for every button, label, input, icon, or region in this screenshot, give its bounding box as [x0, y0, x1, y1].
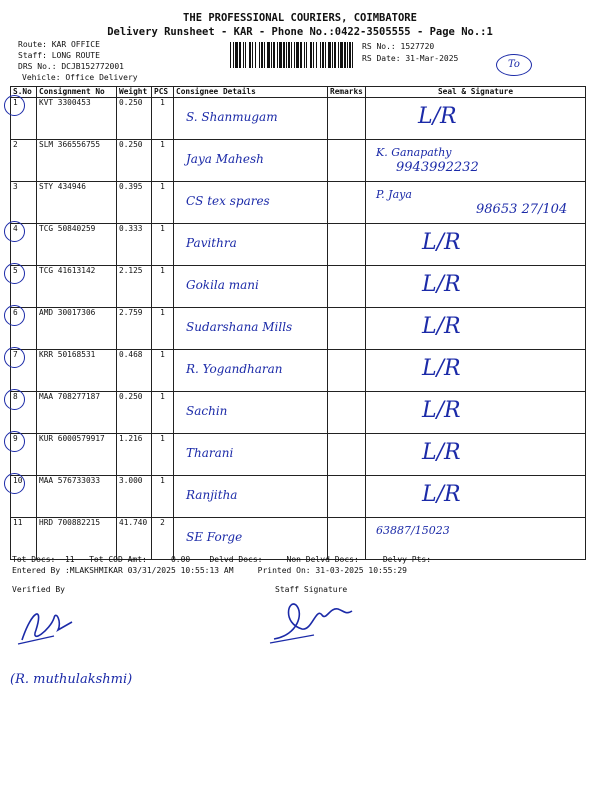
- cell-consignment-no: KVT 3300453: [37, 98, 117, 140]
- cell-consignment-no: KRR 50168531: [37, 350, 117, 392]
- cell-pcs: 1: [152, 182, 174, 224]
- cell-remarks: [328, 308, 366, 350]
- col-header-weight: Weight: [117, 87, 152, 98]
- cell-consignee: [174, 518, 328, 560]
- cell-seal-signature: [366, 350, 586, 392]
- table-row: [11, 434, 586, 476]
- table-row: [11, 350, 586, 392]
- cell-weight: 0.250: [117, 392, 152, 434]
- cell-seal-signature: [366, 182, 586, 224]
- col-header-consignment: Consignment No: [37, 87, 117, 98]
- cell-pcs: 1: [152, 434, 174, 476]
- cell-sno: 6: [11, 308, 37, 350]
- runsheet-subtitle: Delivery Runsheet - KAR - Phone No.:0422-3505555 - Page No.:1: [107, 26, 493, 38]
- totals-line: Tot Docs: 11 Tot COD Amt: 0.00 Delvd Docs: Non Delvd Docs: Delvy Pts:: [12, 555, 432, 564]
- cell-remarks: [328, 434, 366, 476]
- verifier-name: (R. muthulakshmi): [10, 672, 133, 687]
- table-row: [11, 308, 586, 350]
- cell-consignment-no: KUR 6000579917: [37, 434, 117, 476]
- cell-sno: 7: [11, 350, 37, 392]
- cell-weight: 0.468: [117, 350, 152, 392]
- cell-remarks: [328, 392, 366, 434]
- cell-consignment-no: TCG 41613142: [37, 266, 117, 308]
- cell-remarks: [328, 140, 366, 182]
- col-header-remarks: Remarks: [328, 87, 366, 98]
- cell-consignment-no: TCG 50840259: [37, 224, 117, 266]
- cell-consignee: [174, 266, 328, 308]
- serial-circle-mark: [4, 305, 25, 326]
- signature-handwriting: P. Jaya: [376, 188, 412, 201]
- entered-by-line: Entered By :MLAKSHMIKAR 03/31/2025 10:55:13 AM Printed On: 31-03-2025 10:55:29: [12, 566, 407, 575]
- col-header-sno: S.No: [11, 87, 37, 98]
- cell-pcs: 1: [152, 224, 174, 266]
- table-row: [11, 266, 586, 308]
- table-row: [11, 182, 586, 224]
- cell-sno: 1: [11, 98, 37, 140]
- cell-sno: 8: [11, 392, 37, 434]
- cell-weight: 0.333: [117, 224, 152, 266]
- cell-seal-signature: [366, 476, 586, 518]
- cell-weight: 41.740: [117, 518, 152, 560]
- table-row: [11, 392, 586, 434]
- col-header-signature: Seal & Signature: [366, 87, 586, 98]
- consignee-handwriting: Gokila mani: [186, 278, 259, 292]
- consignee-handwriting: Sudarshana Mills: [186, 320, 293, 334]
- cell-remarks: [328, 266, 366, 308]
- cell-seal-signature: [366, 140, 586, 182]
- cell-sno: 2: [11, 140, 37, 182]
- cell-sno: 10: [11, 476, 37, 518]
- cell-remarks: [328, 518, 366, 560]
- signature-phone-note: 9943992232: [396, 160, 479, 175]
- cell-pcs: 1: [152, 98, 174, 140]
- cell-remarks: [328, 98, 366, 140]
- cell-consignee: [174, 182, 328, 224]
- serial-circle-mark: [4, 95, 25, 116]
- serial-circle-mark: [4, 263, 25, 284]
- route-label: Route: KAR OFFICE: [18, 40, 100, 49]
- consignee-handwriting: S. Shanmugam: [186, 110, 278, 124]
- consignee-handwriting: Pavithra: [186, 236, 237, 250]
- cell-weight: 2.759: [117, 308, 152, 350]
- staff-signature-label: Staff Signature: [275, 585, 348, 594]
- cell-weight: 3.000: [117, 476, 152, 518]
- cell-seal-signature: [366, 266, 586, 308]
- signature-handwriting: L/R: [422, 230, 461, 255]
- serial-circle-mark: [4, 347, 25, 368]
- consignee-handwriting: R. Yogandharan: [186, 362, 283, 376]
- vehicle-label: Vehicle: Office Delivery: [22, 73, 138, 82]
- signature-phone-note: 98653 27/104: [476, 202, 568, 217]
- cell-weight: 0.395: [117, 182, 152, 224]
- drs-number: DRS No.: DCJB152772001: [18, 62, 124, 71]
- cell-consignment-no: SLM 366556755: [37, 140, 117, 182]
- consignee-handwriting: Tharani: [186, 446, 234, 460]
- signature-handwriting: L/R: [422, 482, 461, 507]
- table-row: [11, 140, 586, 182]
- serial-circle-mark: [4, 431, 25, 452]
- cell-pcs: 1: [152, 308, 174, 350]
- signature-handwriting: L/R: [422, 440, 461, 465]
- table-row: [11, 518, 586, 560]
- cell-weight: 1.216: [117, 434, 152, 476]
- verifier-signature-image: [14, 600, 84, 650]
- table-header-row: [11, 87, 586, 98]
- cell-seal-signature: [366, 518, 586, 560]
- cell-remarks: [328, 224, 366, 266]
- consignee-handwriting: Jaya Mahesh: [186, 152, 264, 166]
- col-header-pcs: PCS: [152, 87, 174, 98]
- cell-consignee: [174, 434, 328, 476]
- staff-label: Staff: LONG ROUTE: [18, 51, 100, 60]
- cell-consignment-no: HRD 700882215: [37, 518, 117, 560]
- cell-consignee: [174, 392, 328, 434]
- cell-seal-signature: [366, 392, 586, 434]
- cell-consignee: [174, 350, 328, 392]
- cell-seal-signature: [366, 98, 586, 140]
- cell-consignee: [174, 308, 328, 350]
- signature-handwriting: L/R: [422, 272, 461, 297]
- table-row: [11, 98, 586, 140]
- cell-consignee: [174, 140, 328, 182]
- rs-date: RS Date: 31-Mar-2025: [362, 54, 459, 63]
- serial-circle-mark: [4, 221, 25, 242]
- cell-pcs: 1: [152, 392, 174, 434]
- cell-remarks: [328, 476, 366, 518]
- company-title: THE PROFESSIONAL COURIERS, COIMBATORE: [183, 12, 417, 24]
- cell-pcs: 2: [152, 518, 174, 560]
- cell-consignment-no: AMD 30017306: [37, 308, 117, 350]
- signature-handwriting: L/R: [418, 104, 457, 129]
- handwritten-to-mark: To: [496, 54, 532, 76]
- staff-signature-image: [268, 595, 358, 647]
- cell-pcs: 1: [152, 350, 174, 392]
- cell-pcs: 1: [152, 266, 174, 308]
- signature-handwriting: L/R: [422, 314, 461, 339]
- consignee-handwriting: SE Forge: [186, 530, 243, 544]
- rs-number: RS No.: 1527720: [362, 42, 435, 51]
- signature-handwriting: L/R: [422, 356, 461, 381]
- cell-remarks: [328, 350, 366, 392]
- serial-circle-mark: [4, 473, 25, 494]
- cell-consignment-no: MAA 708277187: [37, 392, 117, 434]
- cell-consignee: [174, 476, 328, 518]
- table-row: [11, 476, 586, 518]
- cell-sno: 4: [11, 224, 37, 266]
- cell-seal-signature: [366, 308, 586, 350]
- consignee-handwriting: CS tex spares: [186, 194, 270, 208]
- table-row: [11, 224, 586, 266]
- cell-remarks: [328, 182, 366, 224]
- serial-circle-mark: [4, 389, 25, 410]
- cell-seal-signature: [366, 224, 586, 266]
- cell-consignment-no: MAA 576733033: [37, 476, 117, 518]
- cell-sno: 5: [11, 266, 37, 308]
- cell-sno: 11: [11, 518, 37, 560]
- cell-pcs: 1: [152, 476, 174, 518]
- cell-pcs: 1: [152, 140, 174, 182]
- consignee-handwriting: Ranjitha: [186, 488, 238, 502]
- barcode-image: [230, 42, 355, 68]
- cell-weight: 0.250: [117, 98, 152, 140]
- cell-consignee: [174, 98, 328, 140]
- col-header-consignee: Consignee Details: [174, 87, 328, 98]
- cell-seal-signature: [366, 434, 586, 476]
- signature-handwriting: L/R: [422, 398, 461, 423]
- runsheet-table: [10, 86, 586, 560]
- verified-by-label: Verified By: [12, 585, 65, 594]
- signature-handwriting: K. Ganapathy: [376, 146, 452, 159]
- cell-consignee: [174, 224, 328, 266]
- cell-weight: 2.125: [117, 266, 152, 308]
- cell-sno: 9: [11, 434, 37, 476]
- signature-handwriting: 63887/15023: [376, 524, 450, 537]
- cell-weight: 0.250: [117, 140, 152, 182]
- cell-consignment-no: STY 434946: [37, 182, 117, 224]
- consignee-handwriting: Sachin: [186, 404, 228, 418]
- cell-sno: 3: [11, 182, 37, 224]
